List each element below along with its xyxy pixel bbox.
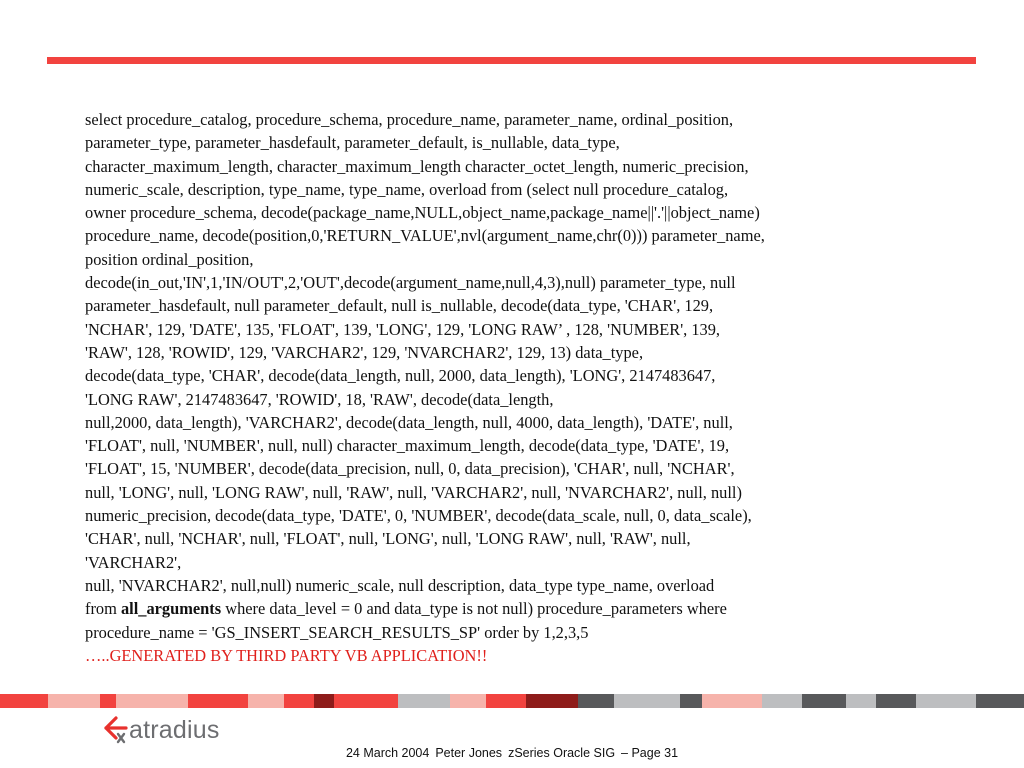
sql-line: numeric_precision, decode(data_type, 'DATE', 0, 'NUMBER', decode(data_scale, null, 0, data_scale),: [85, 506, 752, 526]
sql-line: null, 'LONG', null, 'LONG RAW', null, 'RAW', null, 'VARCHAR2', null, 'NVARCHAR2', null, null): [85, 482, 742, 502]
sql-line: position ordinal_position,: [85, 249, 254, 269]
footer-page-number: – Page 31: [621, 746, 679, 760]
sql-from-table: all_arguments: [120, 599, 222, 619]
sql-line: 'VARCHAR2',: [85, 552, 182, 572]
generated-note: …..GENERATED BY THIRD PARTY VB APPLICATION!!: [85, 645, 488, 665]
sql-line: 'LONG RAW', 2147483647, 'ROWID', 18, 'RAW', decode(data_length,: [85, 389, 554, 409]
sql-last-line: procedure_name = 'GS_INSERT_SEARCH_RESULTS_SP' order by 1,2,3,5: [85, 622, 589, 642]
footer-event: zSeries Oracle SIG: [508, 746, 616, 760]
sql-line: decode(in_out,'IN',1,'IN/OUT',2,'OUT',decode(argument_name,null,4,3),null) parameter_type, null: [85, 273, 736, 293]
sql-line: procedure_name, decode(position,0,'RETURN_VALUE',nvl(argument_name,chr(0))) parameter_name,: [85, 226, 765, 246]
sql-line: null, 'NVARCHAR2', null,null) numeric_scale, null description, data_type type_name, overload: [85, 575, 715, 595]
sql-line: parameter_hasdefault, null parameter_default, null is_nullable, decode(data_type, 'CHAR', 129,: [85, 296, 714, 316]
atradius-logo: [100, 712, 220, 748]
slide-body: [85, 108, 965, 667]
logo-wordmark: atradius: [129, 715, 220, 744]
sql-line: select procedure_catalog, procedure_schema, procedure_name, parameter_name, ordinal_position,: [85, 110, 734, 129]
slide-footer: [0, 746, 1024, 760]
sql-line: 'FLOAT', 15, 'NUMBER', decode(data_precision, null, 0, data_precision), 'CHAR', null, 'NCHAR',: [85, 459, 735, 479]
sql-line: 'RAW', 128, 'ROWID', 129, 'VARCHAR2', 129, 'NVARCHAR2', 129, 13) data_type,: [85, 342, 644, 362]
sql-line: parameter_type, parameter_hasdefault, parameter_default, is_nullable, data_type,: [85, 133, 620, 153]
footer-date: 24 March 2004: [345, 746, 430, 760]
sql-line: 'CHAR', null, 'NCHAR', null, 'FLOAT', null, 'LONG', null, 'LONG RAW', null, 'RAW', null,: [85, 529, 691, 549]
sql-from-line: [85, 597, 965, 620]
sql-from-suffix: where data_level = 0 and data_type is not null) procedure_parameters where: [221, 599, 727, 619]
sql-line: null,2000, data_length), 'VARCHAR2', decode(data_length, null, 4000, data_length), 'DATE', null,: [85, 412, 733, 432]
sql-text-block: [85, 108, 965, 597]
footer-color-strip: [0, 694, 1024, 708]
sql-line: 'NCHAR', 129, 'DATE', 135, 'FLOAT', 139, 'LONG', 129, 'LONG RAW’ , 128, 'NUMBER', 139,: [85, 319, 721, 339]
sql-line: owner procedure_schema, decode(package_name,NULL,object_name,package_name||'.'||object_name): [85, 203, 760, 223]
top-accent-bar: [47, 57, 976, 64]
sql-line: 'FLOAT', null, 'NUMBER', null, null) character_maximum_length, decode(data_type, 'DATE', 19,: [85, 436, 730, 456]
sql-from-prefix: from: [85, 599, 121, 619]
sql-line: character_maximum_length, character_maximum_length character_octet_length, numeric_precision,: [85, 156, 749, 176]
sql-line: numeric_scale, description, type_name, type_name, overload from (select null procedure_catalog,: [85, 179, 729, 199]
atradius-arrow-icon: [100, 714, 128, 746]
footer-author: Peter Jones: [435, 746, 503, 760]
sql-line: decode(data_type, 'CHAR', decode(data_length, null, 2000, data_length), 'LONG', 2147483647,: [85, 366, 716, 386]
